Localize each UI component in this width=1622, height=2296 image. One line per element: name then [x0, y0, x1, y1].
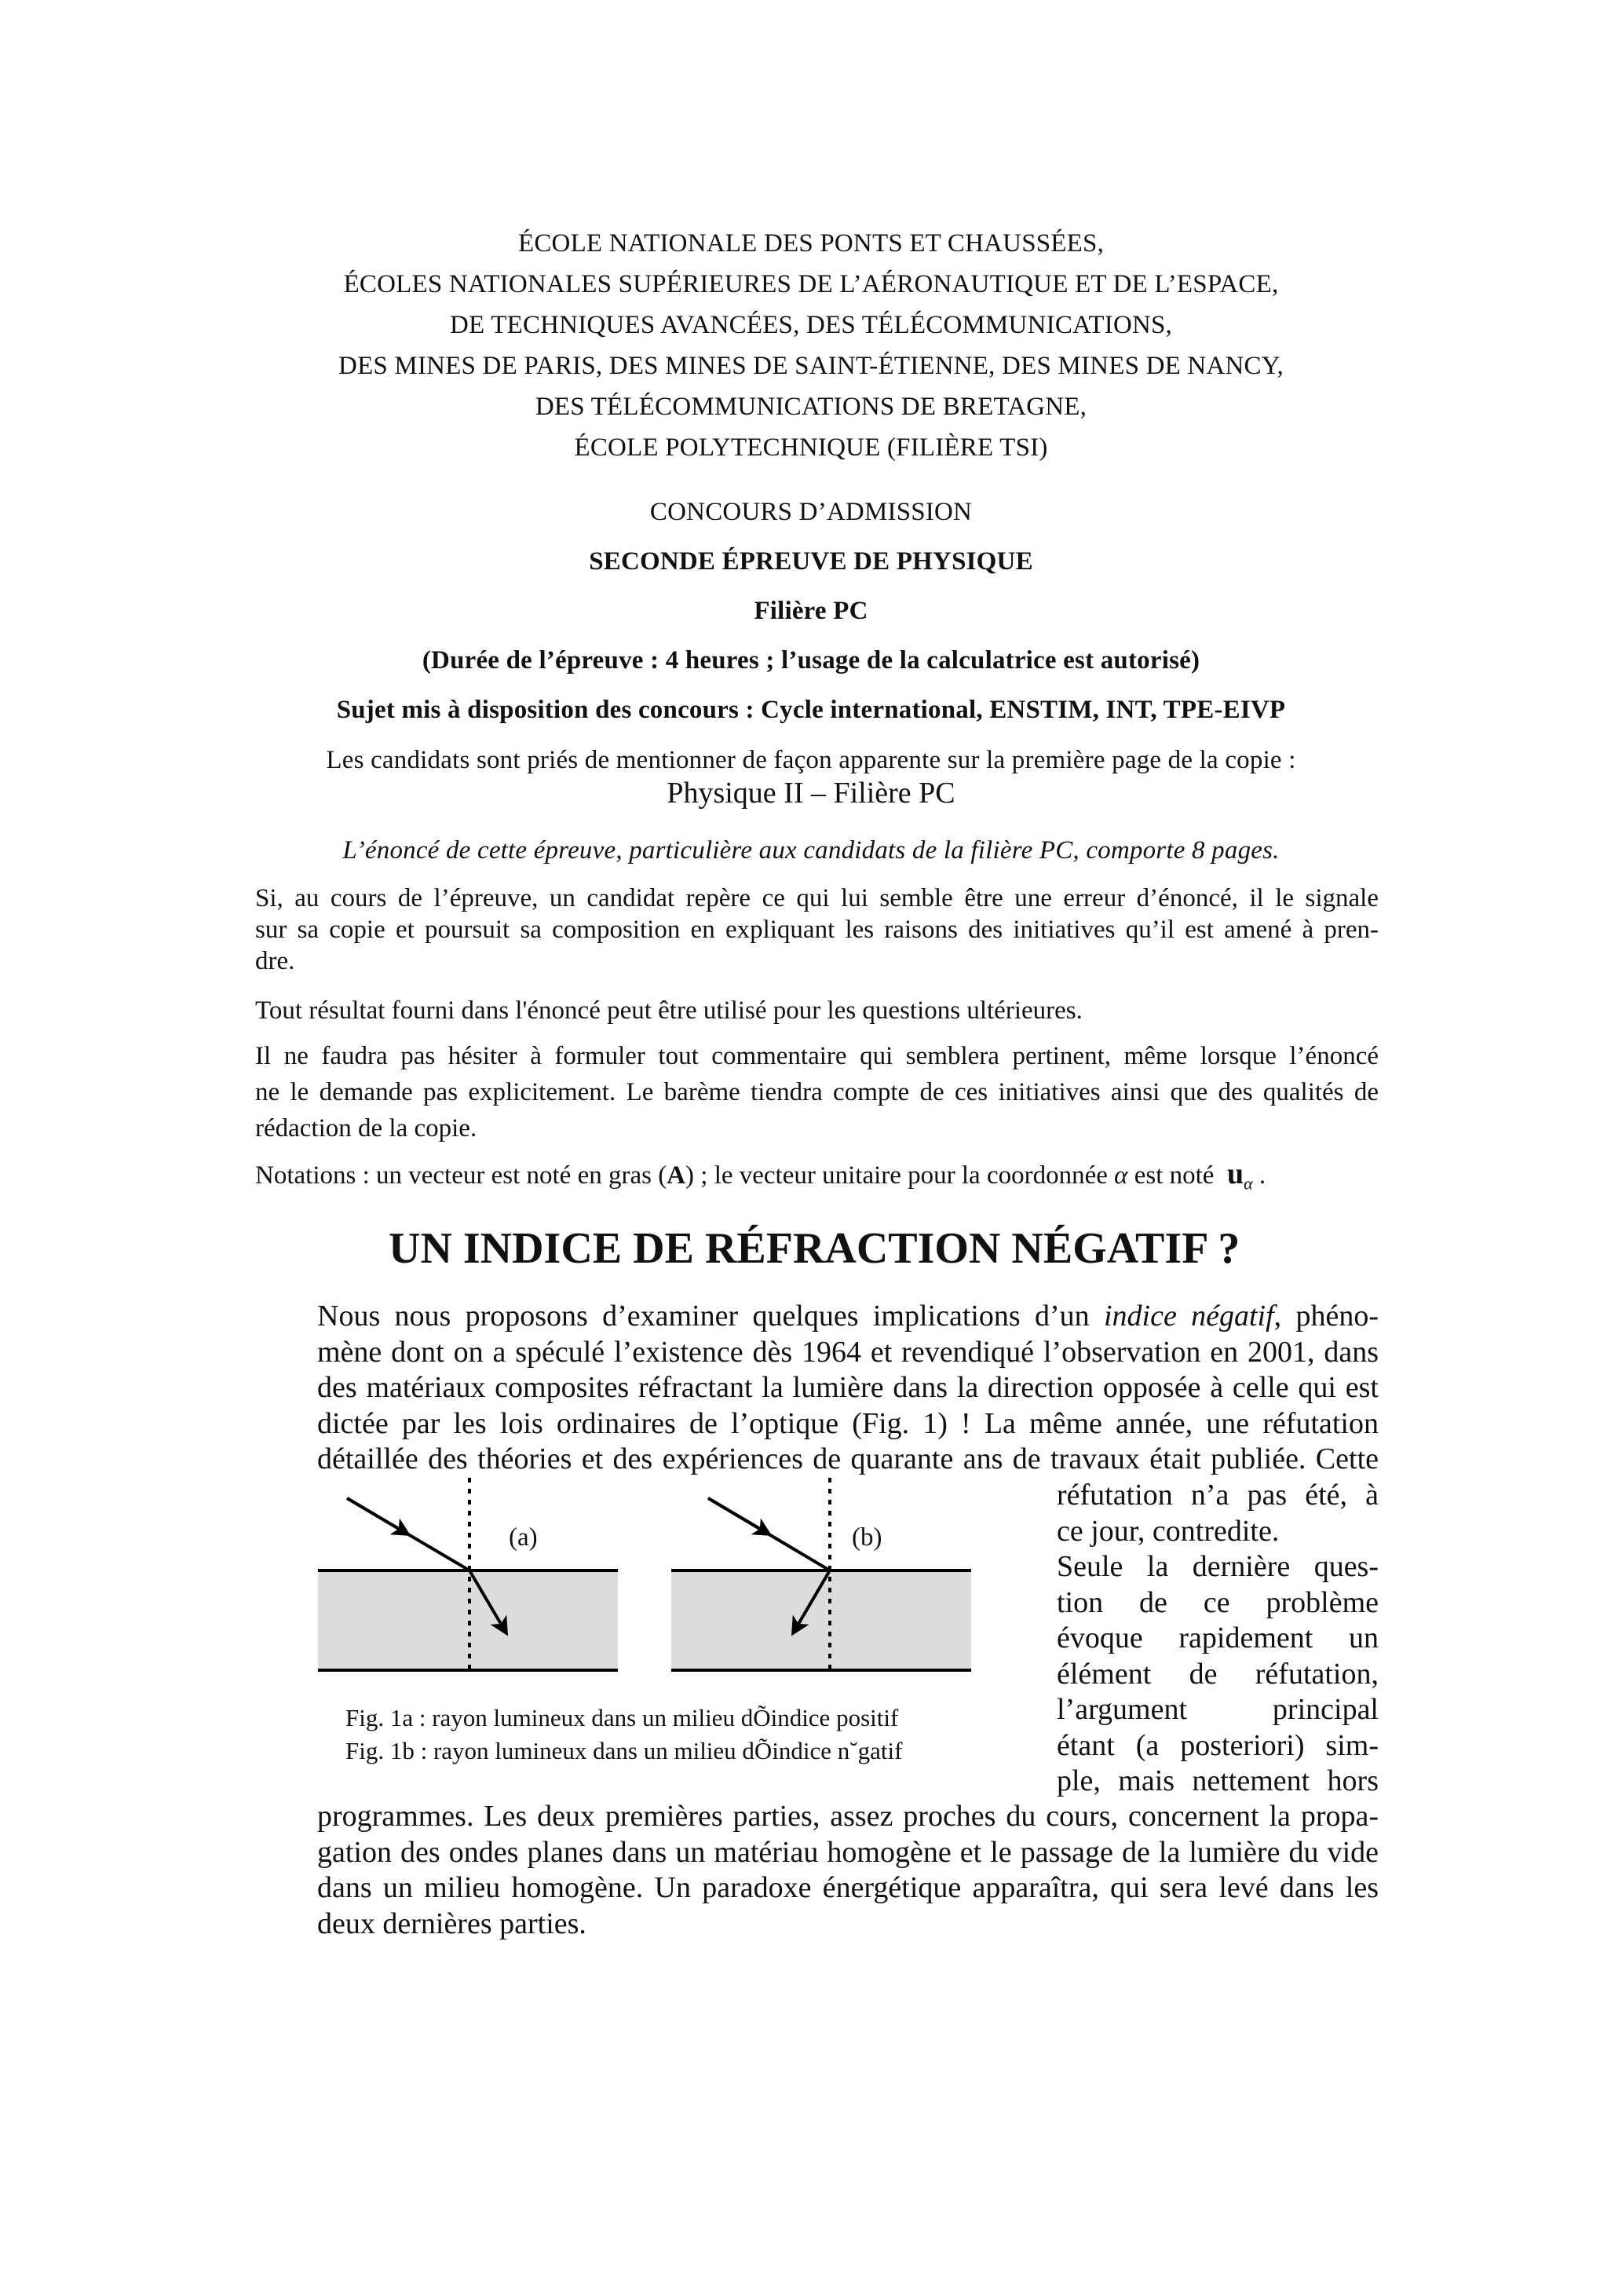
refraction-figure [298, 1461, 1005, 1688]
incident-arrow-b [708, 1498, 769, 1534]
school-line-2: ÉCOLES NATIONALES SUPÉRIEURES DE L’AÉRONAUTIQUE ET DE L’ESPACE, [343, 270, 1279, 298]
intro-top [317, 1299, 1379, 1478]
school-line-4: DES MINES DE PARIS, DES MINES DE SAINT-ÉTIENNE, DES MINES DE NANCY, [338, 352, 1284, 380]
figure-caption-a: Fig. 1a : rayon lumineux dans un milieu dÕindice positif [345, 1704, 899, 1731]
school-line-5: DES TÉLÉCOMMUNICATIONS DE BRETAGNE, [535, 393, 1087, 421]
side-line-4: tion de ce problème [1057, 1585, 1379, 1619]
instruction-paragraph-3 [255, 1038, 1379, 1146]
duree-line: (Durée de l’épreuve : 4 heures ; l’usage de la calculatrice est autorisé) [422, 646, 1200, 675]
notation-dot: . [1259, 1161, 1266, 1190]
figure-label-b: (b) [852, 1523, 882, 1552]
epreuve-title: SECONDE ÉPREUVE DE PHYSIQUE [589, 547, 1033, 576]
filiere-line: Filière PC [754, 597, 868, 625]
notation-text-start: Notations : un vecteur est noté en gras ( [255, 1161, 667, 1190]
notation-text-end: est noté [1127, 1161, 1221, 1190]
notation-unit-vector: u [1226, 1157, 1244, 1190]
instruction-3-line-2: ne le demande pas explicitement. Le barème tiendra compte de ces initiatives ainsi que des qualités de [255, 1078, 1379, 1106]
side-line-5: évoque rapidement un [1057, 1621, 1379, 1654]
school-line-1: ÉCOLE NATIONALE DES PONTS ET CHAUSSÉES, [517, 229, 1105, 258]
side-line-3: Seule la dernière ques- [1057, 1550, 1379, 1583]
instruction-3-line-1: Il ne faudra pas hésiter à formuler tout commentaire qui semblera pertinent, même lorsque l’énoncé [255, 1042, 1379, 1070]
incident-arrow-a [347, 1498, 408, 1534]
side-line-9: ple, mais nettement hors [1057, 1764, 1379, 1797]
notation-subscript: α [1244, 1173, 1253, 1194]
concours-line: CONCOURS D’ADMISSION [649, 498, 973, 526]
intro-line-2: mène dont on a spéculé l’existence dès 1964 et revendiqué l’observation en 2001, dans [317, 1335, 1379, 1369]
instruction-1-line-1: Si, au cours de l’épreuve, un candidat repère ce qui lui semble être une erreur d’énoncé, il le signale [255, 884, 1379, 912]
intro-line-3: des matériaux composites réfractant la lumière dans la direction opposée à celle qui est [317, 1371, 1379, 1404]
side-line-8: étant (a posteriori) sim- [1057, 1728, 1379, 1762]
intro-line-1-start: Nous nous proposons d’examiner quelques implications d’un [317, 1300, 1104, 1333]
intro-side-column [1057, 1478, 1379, 1800]
school-line-3: DE TECHNIQUES AVANCÉES, DES TÉLÉCOMMUNICATIONS, [449, 311, 1173, 339]
figure-panel-a [318, 1478, 618, 1673]
figure-label-a: (a) [509, 1523, 538, 1552]
side-line-6: élément de réfutation, [1057, 1657, 1379, 1691]
intro-emphasis: indice négatif [1103, 1300, 1274, 1333]
instruction-paragraph-1 [255, 883, 1379, 977]
main-title: UN INDICE DE RÉFRACTION NÉGATIF ? [389, 1224, 1240, 1273]
notation-alpha: α [1114, 1161, 1128, 1190]
figure-caption-b: Fig. 1b : rayon lumineux dans un milieu dÕindice n˘gatif [345, 1737, 903, 1764]
notation-text-mid: ) ; le vecteur unitaire pour la coordonnée [685, 1161, 1115, 1190]
intro-bottom-line-4: deux dernières parties. [317, 1907, 586, 1940]
candidats-line: Les candidats sont priés de mentionner de façon apparente sur la première page de la copie : [326, 746, 1296, 774]
copie-label: Physique II – Filière PC [667, 777, 955, 810]
intro-line-4: dictée par les lois ordinaires de l’optique (Fig. 1) ! La même année, une réfutation [317, 1406, 1379, 1440]
side-line-2: ce jour, contredite. [1057, 1514, 1280, 1548]
instruction-1-line-3: dre. [255, 947, 295, 975]
intro-bottom-line-2: gation des ondes planes dans un matériau homogène et le passage de la lumière du vide [317, 1835, 1379, 1869]
instruction-3-line-3: rédaction de la copie. [255, 1114, 477, 1143]
instruction-1-line-2: sur sa copie et poursuit sa composition en expliquant les raisons des initiatives qu’il est amené à pren- [255, 916, 1379, 944]
sujet-line: Sujet mis à disposition des concours : Cycle international, ENSTIM, INT, TPE-EIVP [336, 696, 1286, 724]
figure-panel-b [671, 1478, 971, 1673]
school-line-6: ÉCOLE POLYTECHNIQUE (FILIÈRE TSI) [574, 433, 1048, 462]
intro-line-5: détaillée des théories et des expériences de quarante ans de travaux était publiée. Cette [317, 1442, 1379, 1475]
side-line-1: réfutation n’a pas été, à [1057, 1479, 1379, 1512]
instruction-paragraph-2: Tout résultat fourni dans l'énoncé peut être utilisé pour les questions ultérieures. [255, 996, 1083, 1025]
intro-bottom-line-1: programmes. Les deux premières parties, assez proches du cours, concernent la propa- [317, 1800, 1379, 1833]
side-line-7: l’argument principal [1057, 1693, 1379, 1726]
enonce-note: L’énoncé de cette épreuve, particulière aux candidats de la filière PC, comporte 8 pages. [342, 836, 1280, 865]
notation-bold-vector: A [667, 1161, 686, 1190]
intro-bottom-line-3: dans un milieu homogène. Un paradoxe énergétique apparaîtra, qui sera levé dans les [317, 1871, 1379, 1904]
intro-line-1-end: , phéno- [1273, 1300, 1379, 1333]
main-title-wrap [389, 1223, 1252, 1274]
intro-bottom [317, 1799, 1379, 1942]
intro-line-1 [317, 1299, 1379, 1335]
notation-line [255, 1156, 1379, 1202]
